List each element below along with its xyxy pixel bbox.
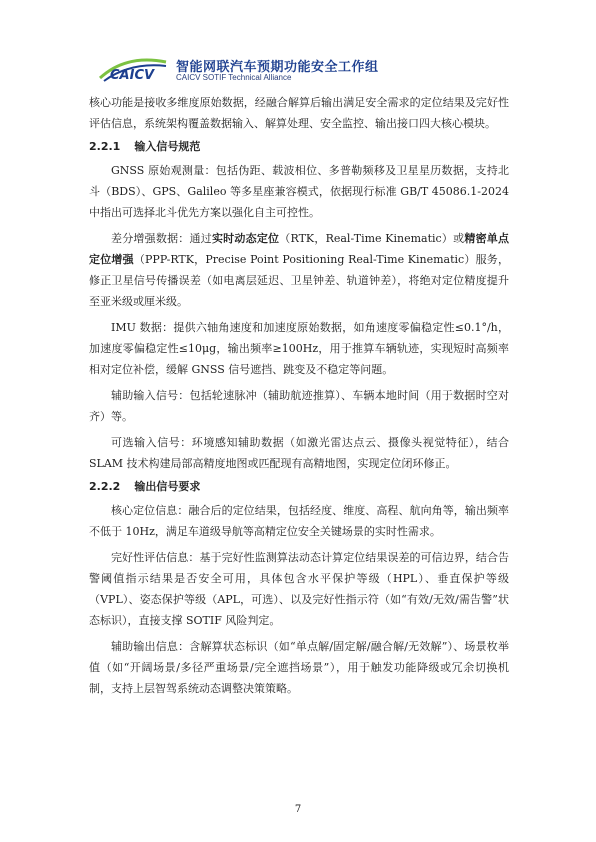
caicv-logo-icon	[96, 52, 170, 86]
paragraph-imu: IMU 数据：提供六轴角速度和加速度原始数据，如角速度零偏稳定性≤0.1°/h，加速度零偏稳定性≤10μg，输出频率≥100Hz，用于推算车辆轨迹，实现短时高频率相对定位补偿，缓解 GNSS 信号遮挡、跳变及不稳定等问题。	[89, 321, 509, 376]
logo-mark-text: CAICV	[110, 68, 155, 83]
paragraph-differential: 差分增强数据：通过实时动态定位（RTK，Real-Time Kinematic）或精密单点定位增强（PPP-RTK，Precise Point Positioning Real-Time Kinematic）服务，修正卫星信号传播误差（如电离层延迟、卫星钟差、轨道钟差），将绝对定位精度提升至亚米级或厘米级。	[89, 232, 510, 308]
section-heading-2-2-2: 2.2.2 输出信号要求	[89, 480, 201, 493]
paragraph-aux-input: 辅助输入信号：包括轮速脉冲（辅助航迹推算）、车辆本地时间（用于数据时空对齐）等。	[89, 389, 509, 423]
paragraph-integrity: 完好性评估信息：基于完好性监测算法动态计算定位结果误差的可信边界，结合告警阈值指示结果是否安全可用，具体包含水平保护等级（HPL）、垂直保护等级（VPL）、姿态保护等级（APL，可选）、以及完好性指示符（如“有效/无效/需告警”状态标识），直接支撑 SOTIF 风险判定。	[89, 551, 509, 627]
document-body	[89, 92, 509, 699]
org-name-en: CAICV SOTIF Technical Alliance	[176, 73, 292, 82]
page-number: 7	[294, 804, 302, 815]
paragraph-optional-input: 可选输入信号：环境感知辅助数据（如激光雷达点云、摄像头视觉特征），结合 SLAM 技术构建局部高精度地图或匹配现有高精地图，实现定位闭环修正。	[89, 436, 509, 470]
header-logo	[96, 52, 379, 86]
paragraph-gnss: GNSS 原始观测量：包括伪距、载波相位、多普勒频移及卫星星历数据，支持北斗（BDS）、GPS、Galileo 等多星座兼容模式，依据现行标准 GB/T 45086.1-2024 中指出可选择北斗优先方案以强化自主可控性。	[89, 164, 509, 219]
paragraph-aux-output: 辅助输出信息：含解算状态标识（如“单点解/固定解/融合解/无效解”）、场景枚举值（如“开阔场景/多径严重场景/完全遮挡场景”），用于触发功能降级或冗余切换机制，支持上层智驾系统动态调整决策策略。	[89, 640, 509, 695]
section-heading-2-2-1: 2.2.1 输入信号规范	[89, 140, 201, 153]
org-name: 智能网联汽车预期功能安全工作组	[176, 60, 379, 75]
paragraph-core-position: 核心定位信息：融合后的定位结果，包括经度、维度、高程、航向角等，输出频率不低于 10Hz，满足车道级导航等高精定位安全关键场景的实时性需求。	[89, 504, 509, 538]
intro-paragraph: 核心功能是接收多维度原始数据，经融合解算后输出满足安全需求的定位结果及完好性评估信息，系统架构覆盖数据输入、解算处理、安全监控、输出接口四大核心模块。	[89, 96, 509, 130]
